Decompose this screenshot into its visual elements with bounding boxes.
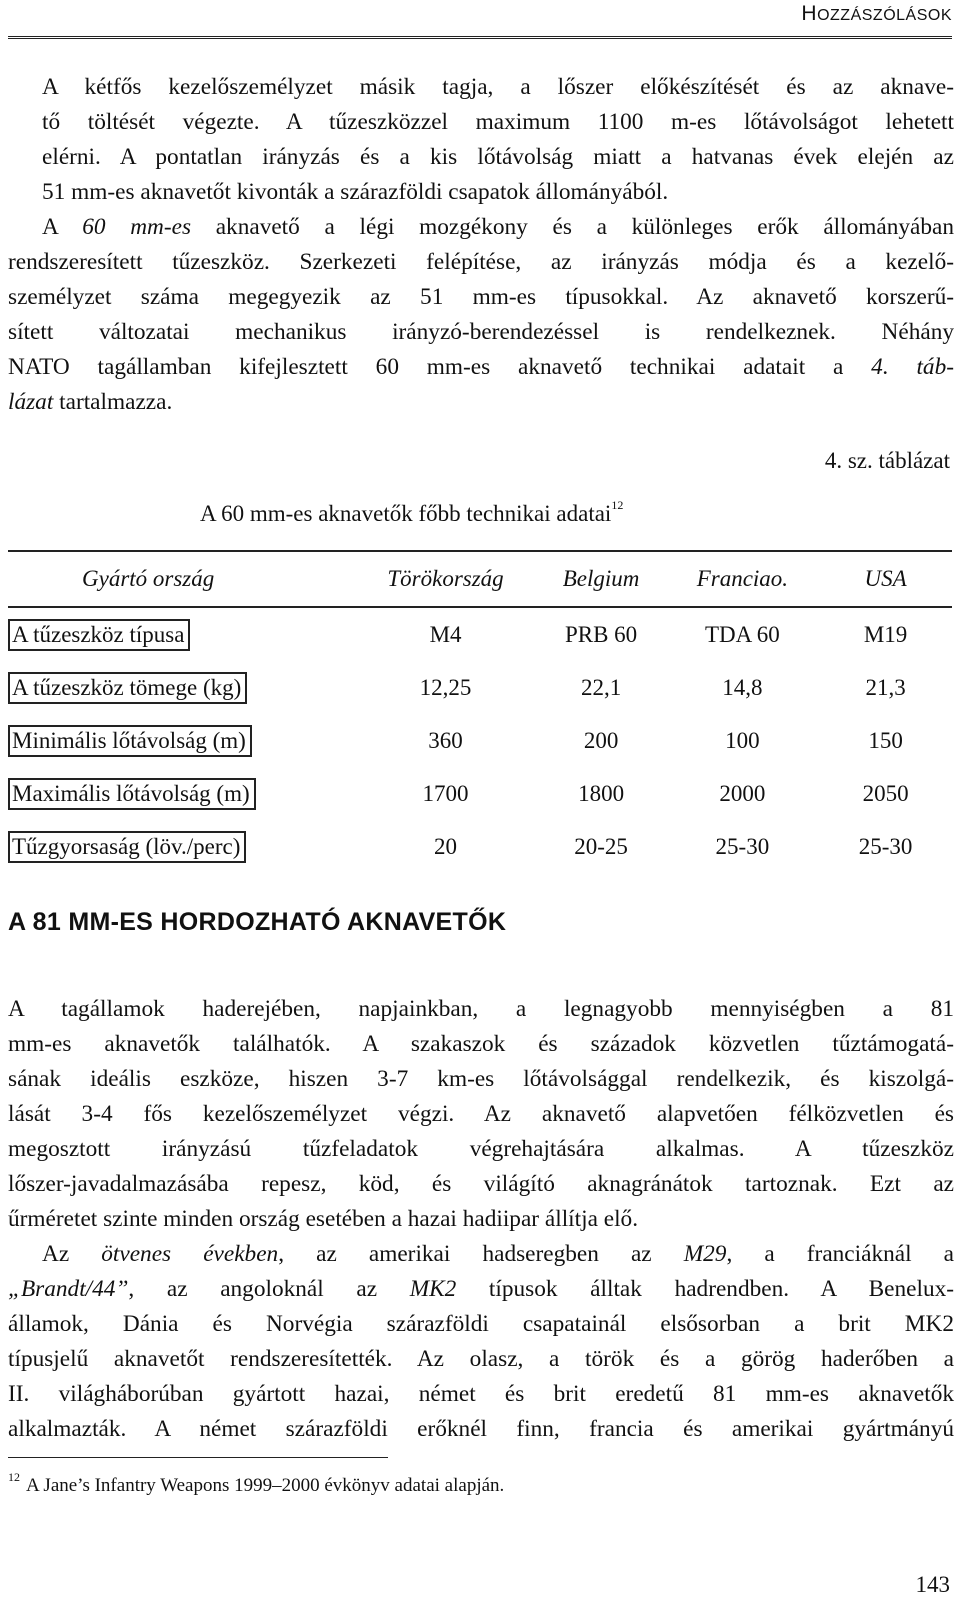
row-label-text: Maximális lőtávolság (m) — [8, 778, 256, 810]
text-line: A kétfős kezelőszemélyzet másik tagja, a lőszer előkészítését és az aknave- — [42, 74, 954, 100]
footnote-text: A Jane’s Infantry Weapons 1999–2000 évkönyv adatai alapján. — [26, 1475, 505, 1496]
page-number: 143 — [915, 1572, 950, 1597]
table-cell: TDA 60 — [704, 621, 780, 647]
table-cell: PRB 60 — [564, 621, 638, 647]
footnote-ref: 12 — [611, 498, 624, 512]
table-header-row — [8, 550, 952, 608]
paragraph-3 — [8, 992, 954, 1237]
table-cell: 21,3 — [865, 674, 906, 700]
header-cell: Gyártó ország — [8, 550, 355, 608]
specs-table — [8, 550, 952, 873]
table-cell: 25-30 — [858, 833, 913, 859]
text-line: személyzet száma megegyezik az 51 mm-es típusokkal. Az aknavető korszerű- — [8, 284, 954, 310]
table-cell: 20 — [434, 833, 458, 859]
footnote-number: 12 — [8, 1470, 20, 1484]
footnote-rule — [8, 1457, 388, 1458]
running-header-rest: OZZÁSZÓLÁSOK — [817, 7, 952, 24]
table-row — [8, 714, 952, 767]
text-line: tő töltését végezte. A tűzeszközzel maximum 1100 m-es lőtávolságot lehetett — [42, 109, 954, 135]
row-label-text: A tűzeszköz típusa — [8, 619, 190, 651]
paragraph-1 — [8, 70, 954, 210]
emphasis: 60 mm-es — [82, 214, 192, 240]
text-line: mm-es aknavetők találhatók. A szakaszok és századok közvetlen tűztámogatá- — [8, 1031, 954, 1057]
text-run: Az — [42, 1241, 102, 1267]
table-cell: 1800 — [578, 780, 625, 806]
header-cell: Törökország — [355, 550, 537, 608]
text-run: , az amerikai hadseregben az — [278, 1241, 684, 1267]
text-line — [8, 1237, 954, 1272]
table-row — [8, 608, 952, 661]
row-label — [8, 767, 355, 820]
row-label — [8, 608, 355, 661]
table-row — [8, 820, 952, 873]
row-label-text: Minimális lőtávolság (m) — [8, 725, 252, 757]
paragraph-4 — [8, 1237, 954, 1447]
table-cell: M19 — [863, 621, 908, 647]
emphasis: MK2 — [409, 1276, 457, 1302]
table-cell: 25-30 — [715, 833, 770, 859]
text-line: elérni. A pontatlan irányzás és a kis lőtávolság miatt a hatvanas évek elején az — [42, 144, 954, 170]
emphasis: ötvenes években — [101, 1241, 279, 1267]
table-cell: 14,8 — [722, 674, 763, 700]
table-cell: 360 — [428, 727, 463, 753]
emphasis: M29 — [683, 1241, 727, 1267]
text-line: államok, Dánia és Norvégia szárazföldi csapatainál elsősorban a brit MK2 — [8, 1311, 954, 1337]
text-line: sített változatai mechanikus irányzó-berendezéssel is rendelkeznek. Néhány — [8, 319, 954, 345]
text-line — [8, 1272, 954, 1307]
header-cell: Belgium — [537, 550, 666, 608]
header-cell: Franciao. — [666, 550, 820, 608]
footnote — [8, 1470, 504, 1497]
row-label-text: Tűzgyorsaság (löv./perc) — [8, 831, 246, 863]
table-cell: 20-25 — [574, 833, 628, 859]
table-number: 4. sz. táblázat — [824, 448, 950, 473]
text-line: rendszeresített tűzeszköz. Szerkezeti felépítése, az irányzás módja és a kezelő- — [8, 249, 954, 275]
table-cell: 1700 — [422, 780, 469, 806]
table-cell: 2050 — [862, 780, 909, 806]
table-title-text: A 60 mm-es aknavetők főbb technikai adatai — [200, 501, 612, 526]
header-rule — [8, 36, 952, 41]
text-line: 51 mm-es aknavetőt kivonták a szárazföldi csapatok állományából. — [42, 179, 669, 205]
table-cell: 100 — [725, 727, 760, 753]
text-line: lőszer-javadalmazásába repesz, köd, és világító aknagránátok tartoznak. Ezt az — [8, 1171, 954, 1197]
row-label — [8, 820, 355, 873]
text-run: , az angoloknál az — [128, 1276, 410, 1302]
table-title — [200, 498, 623, 527]
text-run: aknavető a légi mozgékony és a különleges erők állományában — [191, 214, 954, 240]
table-cell: 200 — [583, 727, 619, 753]
paragraph-2 — [8, 210, 954, 420]
table-cell: 150 — [868, 727, 903, 753]
table-cell: M4 — [429, 621, 462, 647]
text-line: típusjelű aknavetőt rendszeresítették. Az olasz, a török és a görög haderőben a — [8, 1346, 954, 1372]
text-run: tartalmazza. — [53, 389, 173, 415]
text-run: A — [42, 214, 83, 240]
running-header — [801, 2, 952, 26]
text-run: , a franciáknál a — [726, 1241, 954, 1267]
text-line: A tagállamok haderejében, napjainkban, a legnagyobb mennyiségben a 81 — [8, 996, 954, 1022]
row-label — [8, 714, 355, 767]
text-run: NATO tagállamban kifejlesztett 60 mm-es aknavető technikai adatait a — [8, 354, 872, 380]
table-row — [8, 661, 952, 714]
table-cell: 22,1 — [580, 674, 622, 700]
emphasis: lázat — [8, 389, 54, 415]
emphasis: 4. táb- — [871, 354, 954, 380]
text-line: lását 3-4 fős kezelőszemélyzet végzi. Az aknavető alapvetően félközvetlen és — [8, 1101, 954, 1127]
table-row — [8, 767, 952, 820]
text-line — [8, 385, 954, 420]
text-line — [8, 350, 954, 385]
row-label — [8, 661, 355, 714]
header-cell: USA — [819, 550, 952, 608]
table-cell: 2000 — [719, 780, 766, 806]
text-line: űrméretet szinte minden ország esetében a hazai hadiipar állítja elő. — [8, 1206, 639, 1232]
text-line — [8, 210, 954, 245]
section-heading: A 81 MM-ES HORDOZHATÓ AKNAVETŐK — [8, 908, 507, 936]
text-run: típusok álltak hadrendben. A Benelux- — [456, 1276, 954, 1302]
row-label-text: A tűzeszköz tömege (kg) — [8, 672, 247, 704]
emphasis: „Brandt/44” — [8, 1276, 129, 1302]
running-header-initial: H — [801, 2, 818, 25]
text-line: sának ideális eszköze, hiszen 3-7 km-es lőtávolsággal rendelkezik, és kiszolgá- — [8, 1066, 954, 1092]
text-line: megosztott irányzású tűzfeladatok végrehajtására alkalmas. A tűzeszköz — [8, 1136, 954, 1162]
table-cell: 12,25 — [419, 674, 472, 700]
text-line: II. világháborúban gyártott hazai, német és brit eredetű 81 mm-es aknavetők — [8, 1381, 954, 1407]
text-line: alkalmazták. A német szárazföldi erőknél finn, francia és amerikai gyártmányú — [8, 1416, 954, 1442]
